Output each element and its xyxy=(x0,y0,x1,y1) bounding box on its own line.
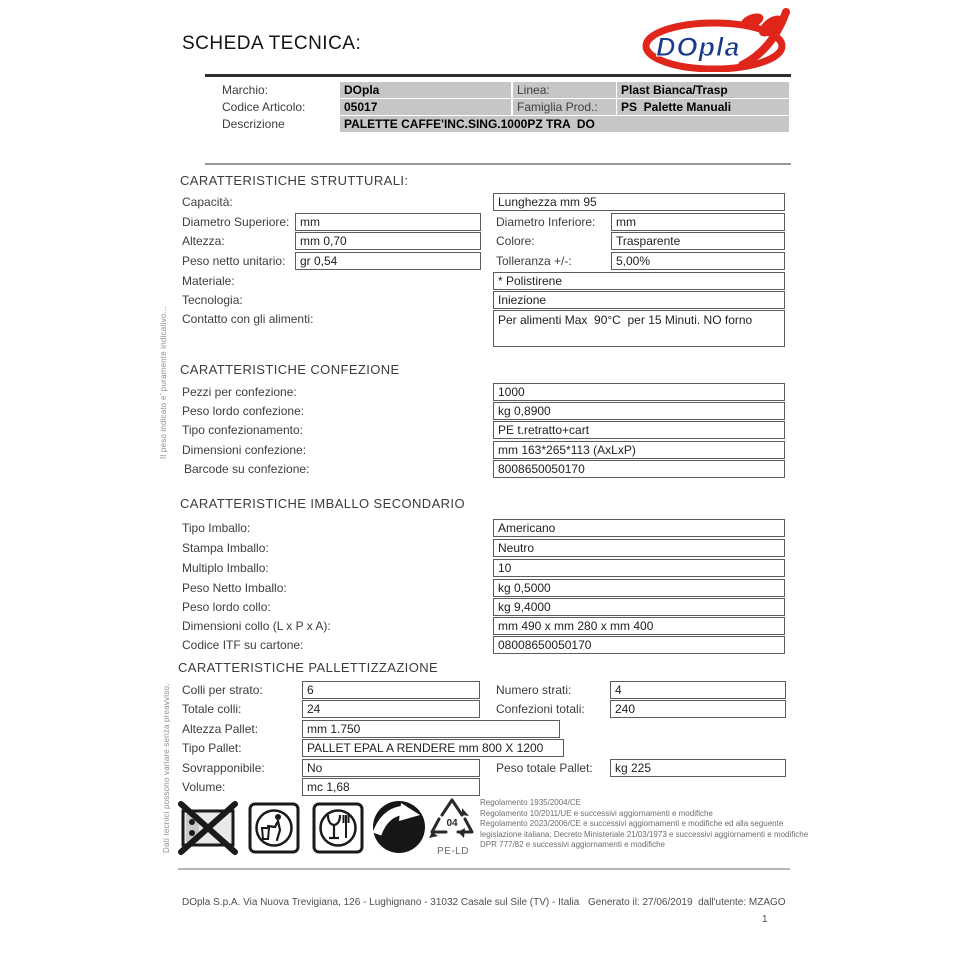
recycling-pe-ld-icon xyxy=(428,798,476,844)
tolleranza-value-box: 5,00% xyxy=(611,252,785,270)
descrizione-label: Descrizione xyxy=(222,117,285,131)
tecnologia-value-box: Iniezione xyxy=(493,291,785,309)
regulation-line: Regolamento 1935/2004/CE xyxy=(480,798,581,807)
codice-articolo-label: Codice Articolo: xyxy=(222,100,306,114)
peso-totale-pallet-value-box: kg 225 xyxy=(610,759,786,777)
lunghezza-value-box: Lunghezza mm 95 xyxy=(493,193,785,211)
marchio-value: DOpla xyxy=(340,82,511,98)
pe-ld-label: PE-LD xyxy=(437,846,469,857)
stampa-imballo-value-box: Neutro xyxy=(493,539,785,557)
food-safe-glass-fork-icon xyxy=(312,802,364,854)
diametro-superiore-value-box: mm xyxy=(295,213,481,231)
peso-netto-label: Peso netto unitario: xyxy=(182,254,286,268)
barcode-confezione-value-box: 8008650050170 xyxy=(493,460,785,478)
colli-per-strato-label: Colli per strato: xyxy=(182,683,263,697)
linea-label: Linea: xyxy=(513,82,616,98)
diametro-superiore-label: Diametro Superiore: xyxy=(182,215,290,229)
pezzi-confezione-value-box: 1000 xyxy=(493,383,785,401)
materiale-value-box: * Polistirene xyxy=(493,272,785,290)
peso-totale-pallet-label: Peso totale Pallet: xyxy=(496,761,593,775)
pallet-section-title: CARATTERISTICHE PALLETTIZZAZIONE xyxy=(178,660,439,675)
famiglia-value: PS Palette Manuali xyxy=(617,99,789,115)
regulation-line: Regolamento 2023/2006/CE e successivi aggiornamenti e modifiche ed alla seguente xyxy=(480,819,784,828)
peso-lordo-confezione-label: Peso lordo confezione: xyxy=(182,404,305,418)
pe-ld-number: 04 xyxy=(446,818,458,829)
not-for-hob-icon xyxy=(178,800,238,856)
tidy-man-icon xyxy=(248,802,300,854)
dimensioni-confezione-value-box: mm 163*265*113 (AxLxP) xyxy=(493,441,785,459)
famiglia-label: Famiglia Prod.: xyxy=(513,99,616,115)
stampa-imballo-label: Stampa Imballo: xyxy=(182,541,269,555)
vertical-note-peso: Il peso indicato e' puramente indicativo... xyxy=(159,306,168,459)
diametro-inferiore-label: Diametro Inferiore: xyxy=(496,215,596,229)
page-number: 1 xyxy=(762,914,768,925)
pezzi-confezione-label: Pezzi per confezione: xyxy=(182,385,297,399)
tipo-pallet-label: Tipo Pallet: xyxy=(182,741,242,755)
diametro-inferiore-value-box: mm xyxy=(611,213,785,231)
volume-value-box: mc 1,68 xyxy=(302,778,480,796)
altezza-label: Altezza: xyxy=(182,234,225,248)
vertical-note-dati-tecnici: Dati tecnici possono variare senza preavviso. xyxy=(162,683,171,853)
imballo-section-title: CARATTERISTICHE IMBALLO SECONDARIO xyxy=(180,496,465,511)
dimensioni-collo-value-box: mm 490 x mm 280 x mm 400 xyxy=(493,617,785,635)
descrizione-value: PALETTE CAFFE'INC.SING.1000PZ TRA DO xyxy=(340,116,789,132)
footer-rule xyxy=(178,868,790,870)
tipo-confezionamento-value-box: PE t.retratto+cart xyxy=(493,421,785,439)
peso-lordo-collo-value-box: kg 9,4000 xyxy=(493,598,785,616)
volume-label: Volume: xyxy=(182,780,226,794)
peso-netto-value-box: gr 0,54 xyxy=(295,252,481,270)
confezione-section-title: CARATTERISTICHE CONFEZIONE xyxy=(180,362,400,377)
sovrapponibile-label: Sovrapponibile: xyxy=(182,761,265,775)
multiplo-imballo-value-box: 10 xyxy=(493,559,785,577)
peso-lordo-confezione-value-box: kg 0,8900 xyxy=(493,402,785,420)
linea-value: Plast Bianca/Trasp xyxy=(617,82,789,98)
confezioni-totali-value-box: 240 xyxy=(610,700,786,718)
tecnologia-label: Tecnologia: xyxy=(182,293,243,307)
structural-section-title: CARATTERISTICHE STRUTTURALI: xyxy=(180,173,409,188)
totale-colli-label: Totale colli: xyxy=(182,702,242,716)
colli-per-strato-value-box: 6 xyxy=(302,681,480,699)
peso-lordo-collo-label: Peso lordo collo: xyxy=(182,600,271,614)
page-title: SCHEDA TECNICA: xyxy=(182,33,362,54)
colore-label: Colore: xyxy=(496,234,535,248)
confezioni-totali-label: Confezioni totali: xyxy=(496,702,585,716)
altezza-pallet-value-box: mm 1.750 xyxy=(302,720,560,738)
section-divider xyxy=(205,163,791,165)
totale-colli-value-box: 24 xyxy=(302,700,480,718)
altezza-value-box: mm 0,70 xyxy=(295,232,481,250)
footer-generated-info: Generato il: 27/06/2019 dall'utente: MZAGO xyxy=(588,897,786,908)
multiplo-imballo-label: Multiplo Imballo: xyxy=(182,561,269,575)
contatto-alimenti-value-box: Per alimenti Max 90°C per 15 Minuti. NO forno xyxy=(493,310,785,347)
colore-value-box: Trasparente xyxy=(611,232,785,250)
tolleranza-label: Tolleranza +/-: xyxy=(496,254,572,268)
codice-articolo-value: 05017 xyxy=(340,99,511,115)
peso-netto-imballo-label: Peso Netto Imballo: xyxy=(182,581,287,595)
altezza-pallet-label: Altezza Pallet: xyxy=(182,722,259,736)
marchio-label: Marchio: xyxy=(222,83,269,97)
tipo-confezionamento-label: Tipo confezionamento: xyxy=(182,423,303,437)
dimensioni-collo-label: Dimensioni collo (L x P x A): xyxy=(182,619,331,633)
tipo-imballo-label: Tipo Imballo: xyxy=(182,521,251,535)
regulation-line: Regolamento 10/2011/UE e successivi aggiornamenti e modifiche xyxy=(480,808,713,818)
footer-company-address: DOpla S.p.A. Via Nuova Trevigiana, 126 - Lughignano - 31032 Casale sul Sile (TV) - Italia xyxy=(182,897,580,908)
peso-netto-imballo-value-box: kg 0,5000 xyxy=(493,579,785,597)
regulation-line: legislazione italiana: Decreto Ministeriale 21/03/1973 e successivi aggiornamenti e modifiche xyxy=(480,829,809,839)
capacita-label: Capacità: xyxy=(182,195,233,209)
header-rule xyxy=(205,74,791,77)
tipo-pallet-value-box: PALLET EPAL A RENDERE mm 800 X 1200 xyxy=(302,739,564,757)
codice-itf-value-box: 08008650050170 xyxy=(493,636,785,654)
green-dot-icon xyxy=(372,800,426,854)
tipo-imballo-value-box: Americano xyxy=(493,519,785,537)
dopla-logo xyxy=(642,8,792,72)
regulation-line: DPR 777/82 e successivi aggiornamenti e modifiche xyxy=(480,840,665,849)
dopla-logo-text: DOpla xyxy=(656,32,741,62)
codice-itf-label: Codice ITF su cartone: xyxy=(182,638,304,652)
dimensioni-confezione-label: Dimensioni confezione: xyxy=(182,443,307,457)
sovrapponibile-value-box: No xyxy=(302,759,480,777)
contatto-alimenti-label: Contatto con gli alimenti: xyxy=(182,312,314,326)
materiale-label: Materiale: xyxy=(182,274,235,288)
numero-strati-value-box: 4 xyxy=(610,681,786,699)
barcode-confezione-label: Barcode su confezione: xyxy=(184,462,310,476)
numero-strati-label: Numero strati: xyxy=(496,683,572,697)
regulations-block xyxy=(480,798,808,851)
